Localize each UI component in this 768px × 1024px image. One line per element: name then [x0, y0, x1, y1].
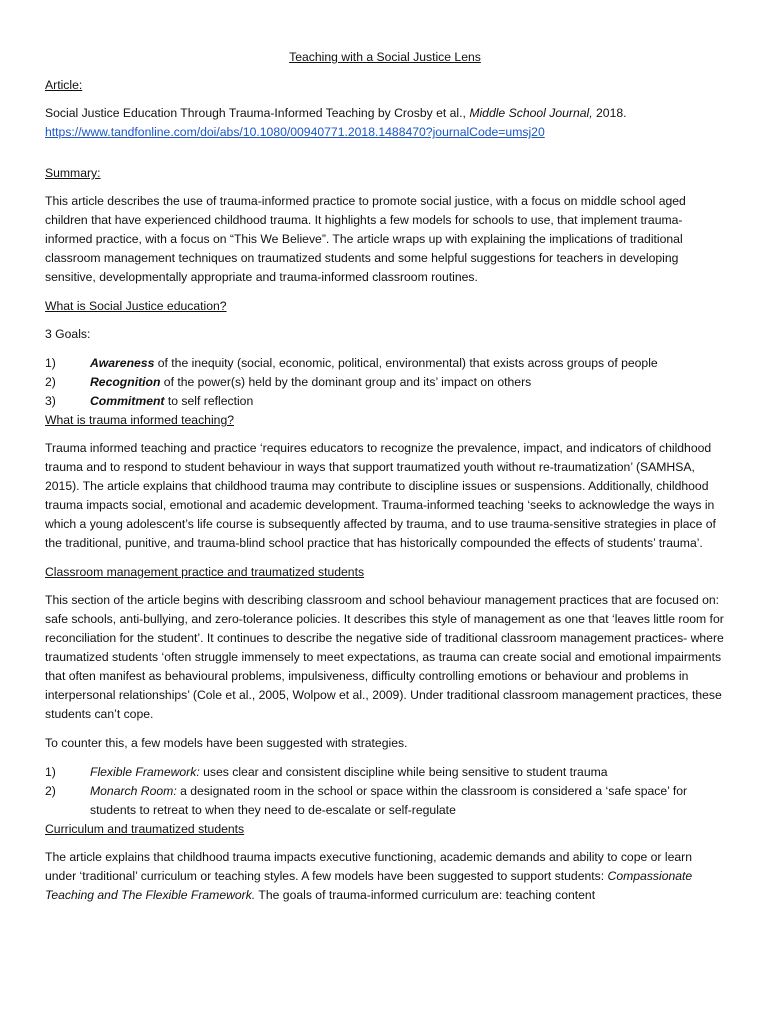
- summary-heading: Summary:: [45, 166, 101, 180]
- list-number: 2): [45, 375, 56, 389]
- list-number: 2): [45, 784, 56, 798]
- curriculum-body: The article explains that childhood trauma impacts executive functioning, academic demands and ability to cope or learn under ‘traditional’ curriculum or teaching styles. A few models have been suggested to support students:: [45, 850, 692, 883]
- citation-journal: Middle School Journal,: [469, 106, 593, 120]
- model-term: Flexible Framework:: [90, 765, 200, 779]
- article-heading: Article:: [45, 78, 83, 92]
- trauma-teaching-text: Trauma informed teaching and practice ‘requires educators to recognize the prevalence, impact, and indicators of childhood trauma and to respond to student behaviour in ways that support traumatized youth without re-traumatization’ (SAMHSA, 2015). The article explains that childhood trauma may contribute to discipline issues or suspensions. Additionally, childhood trauma impacts social, emotional and academic development. Trauma-informed teaching ‘seeks to acknowledge the ways in which a young adolescent’s life course is subsequently affected by trauma, and to use trauma-sensitive strategies in place of the traditional, punitive, and trauma-blind school practice that has historically compounded the effects of students’ trauma’.: [45, 441, 716, 550]
- goals-list: [45, 354, 725, 411]
- curriculum-text: [45, 848, 725, 905]
- trauma-teaching-heading: What is trauma informed teaching?: [45, 413, 234, 427]
- list-number: 3): [45, 394, 56, 408]
- citation-title: Social Justice Education Through Trauma-Informed Teaching by Crosby et al.,: [45, 106, 466, 120]
- list-item: [45, 782, 725, 820]
- article-citation: [45, 104, 725, 123]
- summary-text: This article describes the use of trauma-informed practice to promote social justice, with a focus on middle school aged children that have experienced childhood trauma. It highlights a few models for schools to use, that implement trauma-informed practice, with a focus on “This We Believe”. The article wraps up with explaining the implications of traditional classroom management techniques on traumatized students and some helpful suggestions for teachers in developing sensitive, developmentally appropriate and trauma-informed classroom routines.: [45, 194, 686, 284]
- document-title: Teaching with a Social Justice Lens: [289, 50, 481, 64]
- curriculum-models: Compassionate Teaching and The Flexible Framework.: [45, 869, 693, 902]
- article-link[interactable]: https://www.tandfonline.com/doi/abs/10.1080/00940771.2018.1488470?journalCode=umsj20: [45, 125, 545, 139]
- goal-term: Commitment: [90, 394, 165, 408]
- list-item: [45, 392, 725, 411]
- model-term: Monarch Room:: [90, 784, 177, 798]
- goal-text: of the power(s) held by the dominant group and its’ impact on others: [160, 375, 532, 389]
- document-content: [45, 48, 725, 905]
- list-number: 1): [45, 765, 56, 779]
- classroom-heading: Classroom management practice and traumatized students: [45, 565, 365, 579]
- goals-label: 3 Goals:: [45, 327, 91, 341]
- goal-term: Recognition: [90, 375, 161, 389]
- list-number: 1): [45, 356, 56, 370]
- curriculum-heading: Curriculum and traumatized students: [45, 822, 245, 836]
- classroom-text: This section of the article begins with describing classroom and school behaviour management practices that are focused on: safe schools, anti-bullying, and zero-tolerance policies. It describes this style of management as one that ‘leaves little room for reconciliation for the student’. It continues to describe the negative side of traditional classroom management practices- where traumatized students ‘often struggle immensely to meet expectations, as trauma can create social and emotional impairments that often manifest as behavioural problems, impulsiveness, difficulty controlling emotions or behaviour and problems in interpersonal relationships’ (Cole et al., 2005, Wolpow et al., 2009). Under traditional classroom management practices, these students can’t cope.: [45, 593, 724, 721]
- list-item: [45, 763, 725, 782]
- goal-text: to self reflection: [164, 394, 254, 408]
- goal-text: of the inequity (social, economic, political, environmental) that exists across groups of people: [154, 356, 658, 370]
- list-item: [45, 373, 725, 392]
- model-text: uses clear and consistent discipline while being sensitive to student trauma: [199, 765, 608, 779]
- goal-term: Awareness: [90, 356, 155, 370]
- curriculum-body-end: The goals of trauma-informed curriculum are: teaching content: [255, 888, 596, 902]
- list-item: [45, 354, 725, 373]
- model-text: a designated room in the school or space within the classroom is considered a ‘safe space’ for students to retreat to when they need to de-escalate or self-regulate: [90, 784, 688, 817]
- citation-year: 2018.: [596, 106, 627, 120]
- classroom-counter-text: To counter this, a few models have been suggested with strategies.: [45, 736, 408, 750]
- models-list: [45, 763, 725, 820]
- social-justice-heading: What is Social Justice education?: [45, 299, 227, 313]
